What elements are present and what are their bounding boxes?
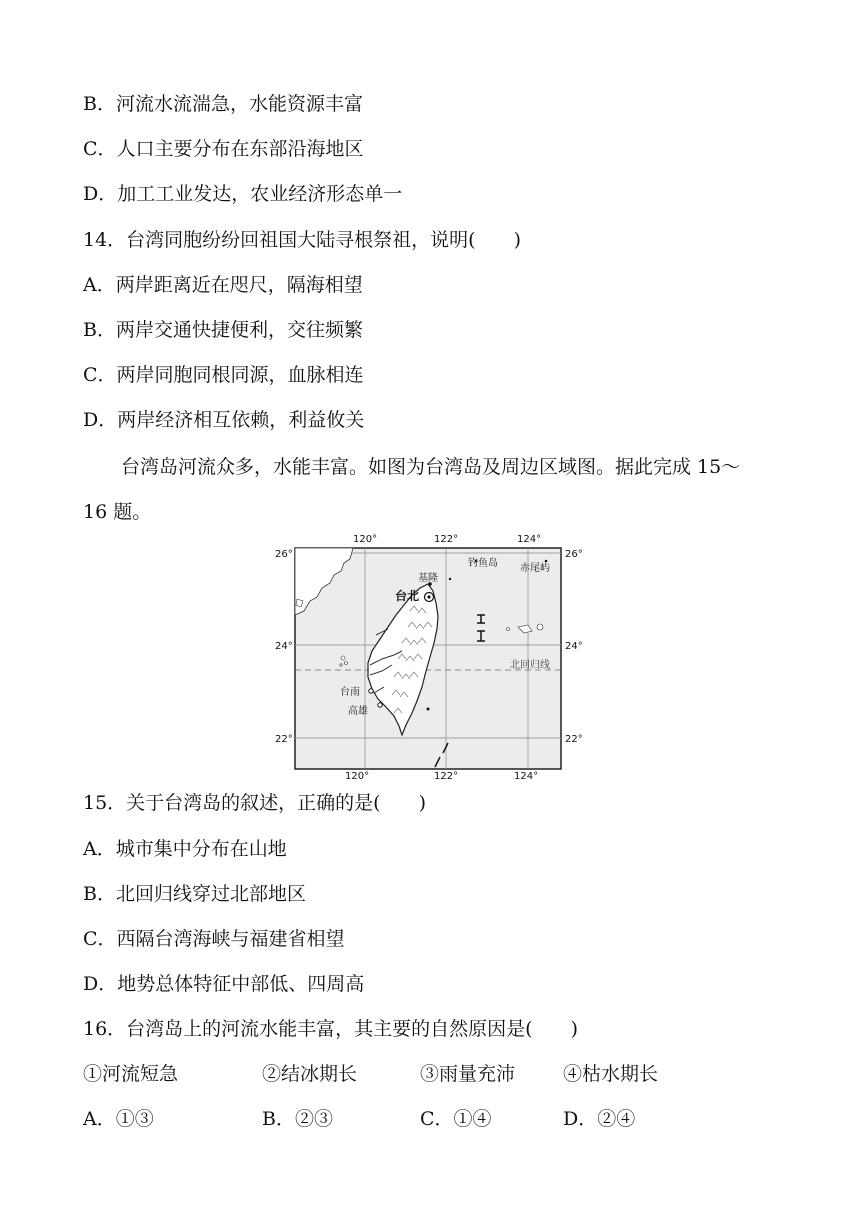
question-15: 15．关于台湾岛的叙述，正确的是( ) (83, 792, 427, 814)
q16-option-c: C．①④ (420, 1108, 492, 1130)
q16-option-a: A．①③ (83, 1108, 154, 1130)
lat-label-24-left: 24° (275, 641, 293, 652)
lat-label-22-right: 22° (565, 734, 583, 745)
question-14: 14．台湾同胞纷纷回祖国大陆寻根祭祖，说明( ) (83, 229, 522, 251)
label-kaohsiung: 高雄 (348, 706, 368, 717)
q14-option-d: D．两岸经济相互依赖，利益攸关 (83, 409, 365, 431)
q15-option-c: C．西隔台湾海峡与福建省相望 (83, 928, 345, 950)
q14-option-c: C．两岸同胞同根同源，血脉相连 (83, 364, 364, 386)
label-keelung: 基隆 (418, 573, 438, 584)
q16-item-3: ③雨量充沛 (420, 1063, 516, 1085)
lon-label-122-bottom: 122° (434, 771, 459, 779)
q15-option-a: A．城市集中分布在山地 (83, 838, 287, 860)
label-chiwei: 赤尾屿 (520, 563, 550, 574)
q13-option-b: B．河流水流湍急，水能资源丰富 (83, 93, 363, 115)
q15-option-b: B．北回归线穿过北部地区 (83, 883, 306, 905)
q16-option-b: B．②③ (262, 1108, 333, 1130)
lat-label-22-left: 22° (275, 734, 293, 745)
lon-label-122-top: 122° (434, 534, 459, 545)
tainan-marker (369, 689, 373, 693)
label-tropic-of-cancer: 北回归线 (510, 660, 550, 671)
q14-option-b: B．两岸交通快捷便利，交往频繁 (83, 319, 363, 341)
q15-option-d: D．地势总体特征中部低、四周高 (83, 973, 365, 995)
lon-label-124-top: 124° (517, 534, 542, 545)
lat-label-26-left: 26° (275, 549, 293, 560)
label-diaoyu: 钓鱼岛 (468, 558, 498, 569)
lon-label-120-top: 120° (353, 534, 378, 545)
lat-label-24-right: 24° (565, 641, 583, 652)
q16-option-d: D．②④ (563, 1108, 636, 1130)
q16-item-1: ①河流短急 (83, 1063, 179, 1085)
q14-option-a: A．两岸距离近在咫尺，隔海相望 (83, 274, 363, 296)
intro-paragraph-cont: 16 题。 (83, 501, 152, 523)
taiwan-map (270, 531, 590, 779)
kaohsiung-marker (378, 703, 382, 707)
lon-label-120-bottom: 120° (345, 771, 370, 779)
intro-paragraph: 台湾岛河流众多，水能丰富。如图为台湾岛及周边区域图。据此完成 15～ (121, 456, 741, 478)
q13-option-d: D．加工工业发达，农业经济形态单一 (83, 183, 403, 205)
label-tainan: 台南 (340, 687, 360, 698)
q16-item-4: ④枯水期长 (563, 1063, 659, 1085)
q16-item-2: ②结冰期长 (262, 1063, 358, 1085)
label-taipei: 台北 (395, 589, 420, 603)
lon-label-124-bottom: 124° (514, 771, 539, 779)
lat-label-26-right: 26° (565, 549, 583, 560)
q13-option-c: C．人口主要分布在东部沿海地区 (83, 138, 364, 160)
question-16: 16．台湾岛上的河流水能丰富，其主要的自然原因是( ) (83, 1018, 579, 1040)
